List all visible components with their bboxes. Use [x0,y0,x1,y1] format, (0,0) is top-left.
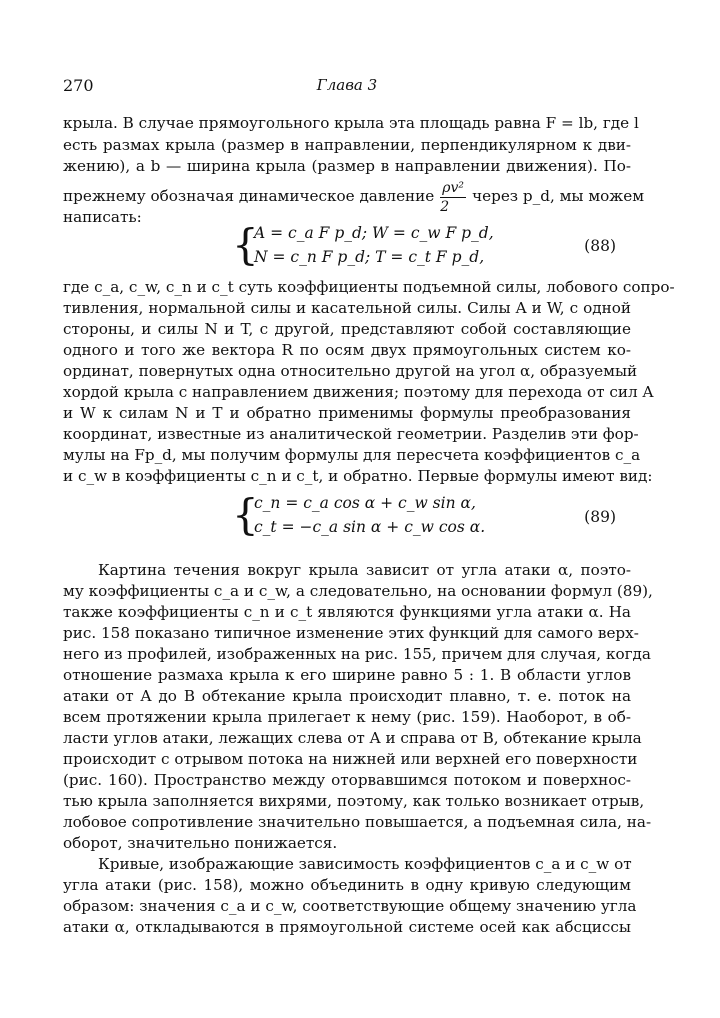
equation-line: c_t = −c_a sin α + c_w cos α. [254,518,486,536]
text-line: тивления, нормальной силы и касательной силы. Силы A и W, с одной [63,299,631,317]
page-number: 270 [63,76,94,95]
equation-line: A = c_a F p_d; W = c_w F p_d, [254,224,494,242]
text-line: тью крыла заполняется вихрями, поэтому, как только возникает отрыв, [63,792,645,810]
text-line: него из профилей, изображенных на рис. 155, причем для случая, когда [63,645,651,663]
text-line: атаки α, откладываются в прямоугольной системе осей как абсциссы [63,918,631,936]
text-line: Картина течения вокруг крыла зависит от угла атаки α, поэто- [98,561,631,579]
fraction-numerator: ρv² [442,179,465,196]
equation-88 [232,222,632,272]
text-line: ласти углов атаки, лежащих слева от A и справа от B, обтекание крыла [63,729,642,747]
equation-89 [232,492,632,542]
equation-line: N = c_n F p_d; T = c_t F p_d, [254,248,485,266]
left-brace: { [232,490,259,539]
page-header [63,76,631,100]
equation-number: (89) [584,508,616,526]
text-line: одного и того же вектора R по осям двух прямоугольных систем ко- [63,341,631,359]
text-line: всем протяжении крыла прилегает к нему (рис. 159). Наоборот, в об- [63,708,631,726]
text-line: происходит с отрывом потока на нижней или верхней его поверхности [63,750,638,768]
text-line: Кривые, изображающие зависимость коэффициентов c_a и c_w от [98,855,632,873]
text-line: рис. 158 показано типичное изменение этих функций для самого верх- [63,624,639,642]
text-line: хордой крыла c направлением движения; поэтому для перехода от сил A [63,383,654,401]
text-line: му коэффициенты c_a и c_w, а следовательно, на основании формул (89), [63,582,653,600]
text-line: жению), а b — ширина крыла (размер в направлении движения). По- [63,157,631,175]
text-line: отношение размаха крыла к его ширине равно 5 : 1. В области углов [63,666,631,684]
text-line: лобовое сопротивление значительно повышается, а подъемная сила, на- [63,813,652,831]
text-line: есть размах крыла (размер в направлении, перпендикулярном к дви- [63,136,631,154]
left-brace: { [232,220,259,269]
equation-line: c_n = c_a cos α + c_w sin α, [254,494,476,512]
text-line: угла атаки (рис. 158), можно объединить в одну кривую следующим [63,876,631,894]
text-line: также коэффициенты c_n и c_t являются функциями угла атаки α. На [63,603,631,621]
text-line: и c_w в коэффициенты c_n и c_t, и обратно. Первые формулы имеют вид: [63,467,653,485]
text-line: написать: [63,208,142,226]
equation-number: (88) [584,237,616,255]
text-line: оборот, значительно понижается. [63,834,338,852]
fraction-line-after: через p_d, мы можем [472,187,645,205]
text-line: где c_a, c_w, c_n и c_t суть коэффициенты подъемной силы, лобового сопро- [63,278,675,296]
chapter-title: Глава 3 [316,76,378,94]
text-line: ординат, повернутых одна относительно другой на угол α, образуемый [63,362,638,380]
text-line: крыла. В случае прямоугольного крыла эта площадь равна F = lb, где l [63,114,639,132]
fraction-denominator: 2 [440,198,450,215]
text-line: атаки от A до B обтекание крыла происходит плавно, т. е. поток на [63,687,631,705]
fraction-line-before: прежнему обозначая динамическое давление [63,187,435,205]
text-line: и W к силам N и T и обратно применимы формулы преобразования [63,404,631,422]
text-line: координат, известные из аналитической геометрии. Разделив эти фор- [63,425,639,443]
text-line: (рис. 160). Пространство между оторвавшимся потоком и поверхнос- [63,771,631,789]
text-line: образом: значения c_a и c_w, соответствующие общему значению угла [63,897,637,915]
text-line: стороны, и силы N и T, с другой, представляют собой составляющие [63,320,631,338]
text-line: мулы на Fp_d, мы получим формулы для пересчета коэффициентов c_a [63,446,641,464]
